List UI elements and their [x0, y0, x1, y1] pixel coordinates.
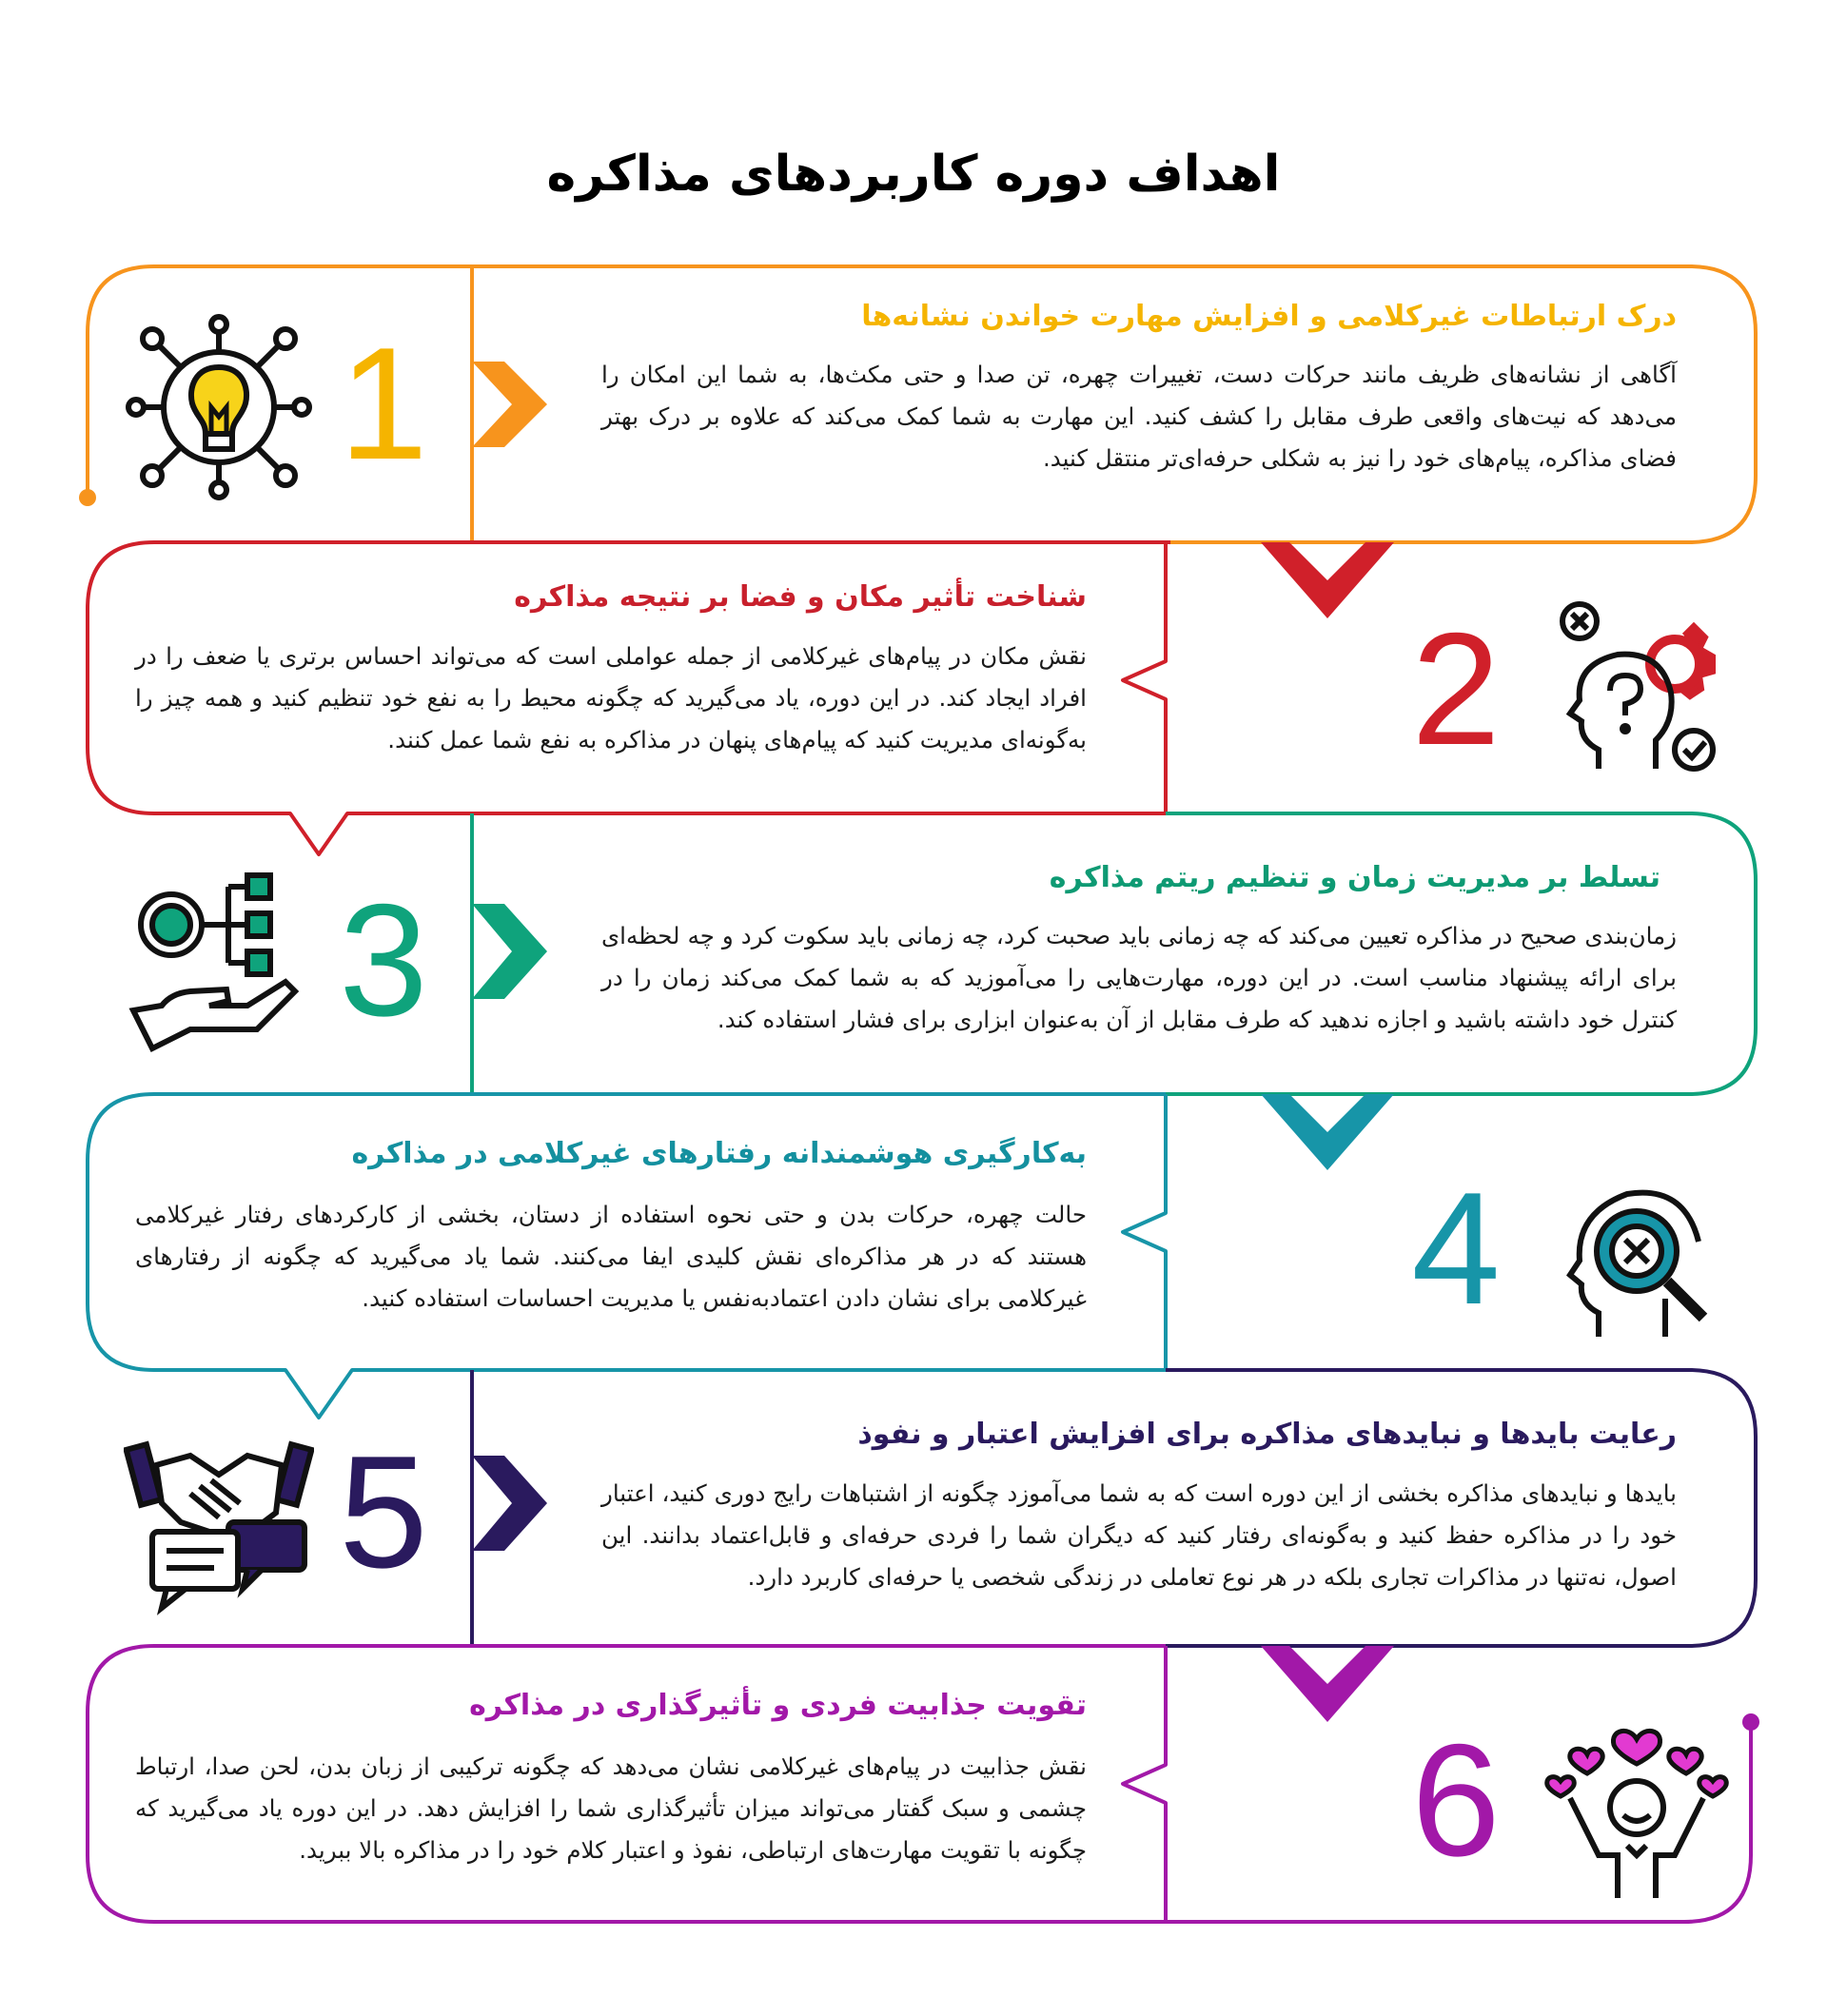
card-6-arrow: [1261, 1646, 1394, 1722]
card-4-arrow: [1261, 1094, 1394, 1170]
card-4-body: حالت چهره، حرکات بدن و حتی نحوه استفاده از دستان، بخشی از کارکردهای رفتار غیرکلامی هستند که در هر مذاکره‌ای نقش کلیدی ایفا می‌کنند. شما یاد می‌گیرید که چگونه از رفتارهای غیرکلامی برای نشان دادن اعتمادبه‌نفس یا مدیریت احساسات استفاده کنید.: [135, 1201, 1087, 1312]
card-5-number: 5: [339, 1422, 428, 1601]
card-6-body: نقش جذابیت در پیام‌های غیرکلامی نشان می‌دهد که چگونه ترکیبی از زبان بدن، لحن صدا، ارتباط چشمی و سبک گفتار می‌تواند میزان تأثیرگذاری شما را افزایش دهد. در این دوره یاد می‌گیرید که چگونه با تقویت مهارت‌های ارتباطی، نفوذ و اعتبار کلام خود را در مذاکره بالا ببرید.: [135, 1752, 1087, 1864]
head-magnifier-cross-icon: [1542, 1156, 1732, 1346]
card-2-title: شناخت تأثیر مکان و فضا بر نتیجه مذاکره: [514, 580, 1087, 614]
card-2-number: 2: [1411, 599, 1501, 778]
lightbulb-network-icon: [124, 312, 314, 502]
card-1-body: آگاهی از نشانه‌های ظریف مانند حرکات دست، تغییرات چهره، تن صدا و حتی مکث‌ها، به شما این امکان را می‌دهد که نیت‌های واقعی طرف مقابل را کشف کنید. این مهارت به شما کمک می‌کند که علاوه بر درک بهتر فضای مذاکره، پیام‌های خود را نیز به شکلی حرفه‌ای‌تر منتقل کنید.: [601, 361, 1677, 472]
card-6-title: تقویت جذابیت فردی و تأثیرگذاری در مذاکره: [469, 1689, 1087, 1722]
card-1-title: درک ارتباطات غیرکلامی و افزایش مهارت خواندن نشانه‌ها: [861, 300, 1677, 333]
card-1-arrow: [472, 362, 547, 447]
hand-gear-flow-icon: [124, 868, 314, 1058]
timeline-end-dot: [1742, 1713, 1759, 1731]
card-6-number: 6: [1411, 1711, 1501, 1889]
card-4-number: 4: [1411, 1159, 1501, 1338]
person-hearts-icon: [1542, 1713, 1732, 1903]
card-2-body: نقش مکان در پیام‌های غیرکلامی از جمله عواملی است که می‌تواند احساس برتری یا ضعف را در افراد ایجاد کند. در این دوره، یاد می‌گیرید که چگونه محیط را به نفع خود تنظیم کنید و همه چیز را به‌گونه‌ای مدیریت کنید که پیام‌های پنهان در مذاکره به نفع شما عمل کنند.: [135, 642, 1087, 754]
card-4-title: به‌کارگیری هوشمندانه رفتارهای غیرکلامی در مذاکره: [351, 1137, 1087, 1170]
card-5-title: رعایت بایدها و نبایدهای مذاکره برای افزایش اعتبار و نفوذ: [857, 1418, 1677, 1451]
timeline-start-dot: [79, 489, 96, 506]
page-title: اهداف دوره کاربردهای مذاکره: [546, 145, 1281, 203]
card-3-arrow: [472, 904, 547, 999]
card-5-arrow: [472, 1456, 547, 1551]
card-3-title: تسلط بر مدیریت زمان و تنظیم ریتم مذاکره: [1049, 861, 1660, 894]
card-3-number: 3: [339, 871, 428, 1049]
card-1-number: 1: [339, 314, 428, 493]
handshake-chat-icon: [124, 1427, 314, 1617]
card-2-arrow: [1261, 542, 1394, 618]
card-3-body: زمان‌بندی صحیح در مذاکره تعیین می‌کند که چه زمانی باید صحبت کرد، چه زمانی باید سکوت کرد و چه لحظه‌ای برای ارائه پیشنهاد مناسب است. در این دوره، مهارت‌هایی را می‌آموزید که به شما کمک می‌کند زمان را در کنترل خود داشته باشید و اجازه ندهید که طرف مقابل از آن به‌عنوان ابزاری برای فشار استفاده کند.: [601, 922, 1677, 1033]
head-question-gear-icon: [1542, 597, 1732, 788]
card-5-body: بایدها و نبایدهای مذاکره بخشی از این دوره است که به شما می‌آموزد چگونه از اشتباهات رایج دوری کنید، اعتبار خود را در مذاکره حفظ کنید و به‌گونه‌ای رفتار کنید که دیگران شما را فردی حرفه‌ای و قابل‌اعتماد بدانند. این اصول، نه‌تنها در مذاکرات تجاری بلکه در هر نوع تعاملی در زندگی شخصی یا حرفه‌ای کاربرد دارد.: [601, 1479, 1677, 1591]
